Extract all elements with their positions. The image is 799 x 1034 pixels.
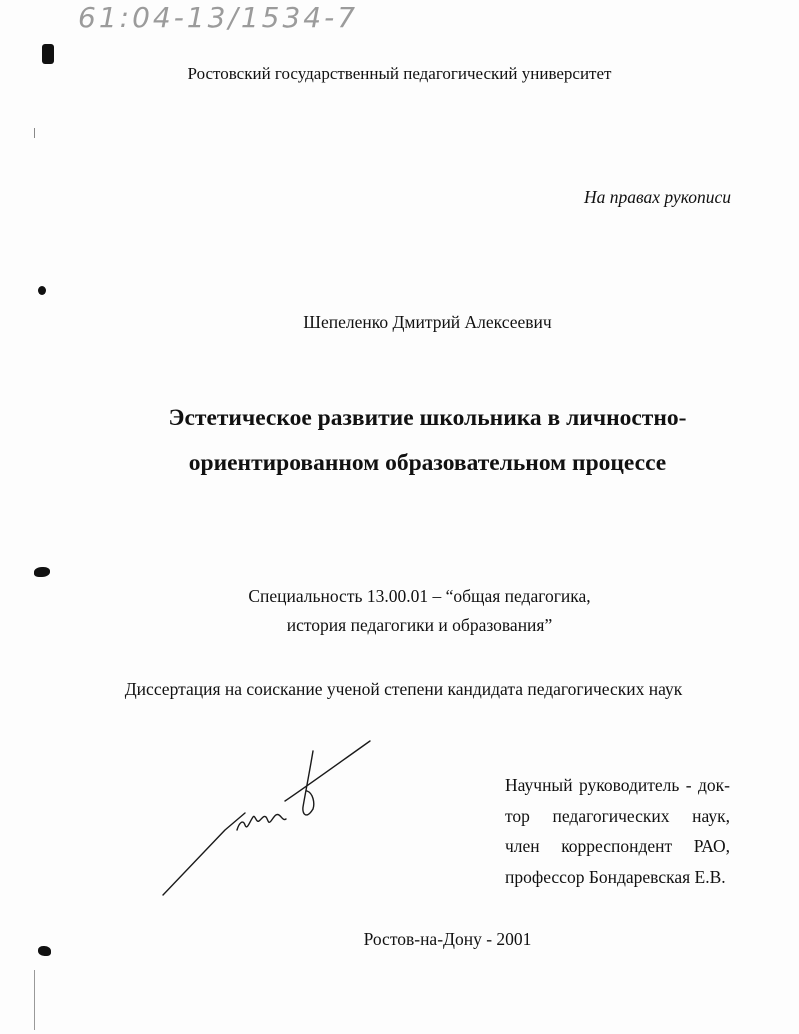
- supervisor-line-2: тор педагогических наук,: [505, 805, 730, 826]
- supervisor-line-1: Научный руководитель - док-: [505, 775, 730, 795]
- archive-code-handwritten: 61:04-13/1534-7: [78, 1, 359, 34]
- signature-stroke-loops: [237, 814, 286, 830]
- scan-mark-dot: [38, 286, 46, 295]
- author-name: Шепеленко Дмитрий Алексеевич: [303, 312, 552, 332]
- supervisor-line-4: профессор Бондаревская Е.В.: [505, 866, 726, 887]
- dissertation-title-line-2: ориентированном образовательном процессе: [188, 450, 667, 476]
- scan-mark-top: [42, 44, 54, 64]
- city-year: Ростов-на-Дону - 2001: [363, 929, 532, 949]
- scan-mark-left-tick: [34, 128, 35, 138]
- supervisor-block: [505, 770, 730, 892]
- specialty-line-1: Специальность 13.00.01 – “общая педагогика,: [248, 586, 591, 606]
- specialty-line-2: история педагогики и образования”: [286, 615, 553, 635]
- signature-stroke-upper: [285, 741, 370, 801]
- rights-note: На правах рукописи: [584, 187, 731, 207]
- university-name: Ростовский государственный педагогический университет: [187, 64, 612, 83]
- signature-image: [155, 735, 380, 900]
- scan-mark-blot: [34, 567, 50, 577]
- signature-stroke-long: [163, 813, 245, 895]
- dissertation-type: Диссертация на соискание ученой степени кандидата педагогических наук: [124, 679, 683, 699]
- scan-mark-bottom-line: [34, 970, 35, 1030]
- supervisor-line-3: член корреспондент РАО,: [505, 836, 730, 856]
- dissertation-title-line-1: Эстетическое развитие школьника в личностно-: [168, 405, 687, 431]
